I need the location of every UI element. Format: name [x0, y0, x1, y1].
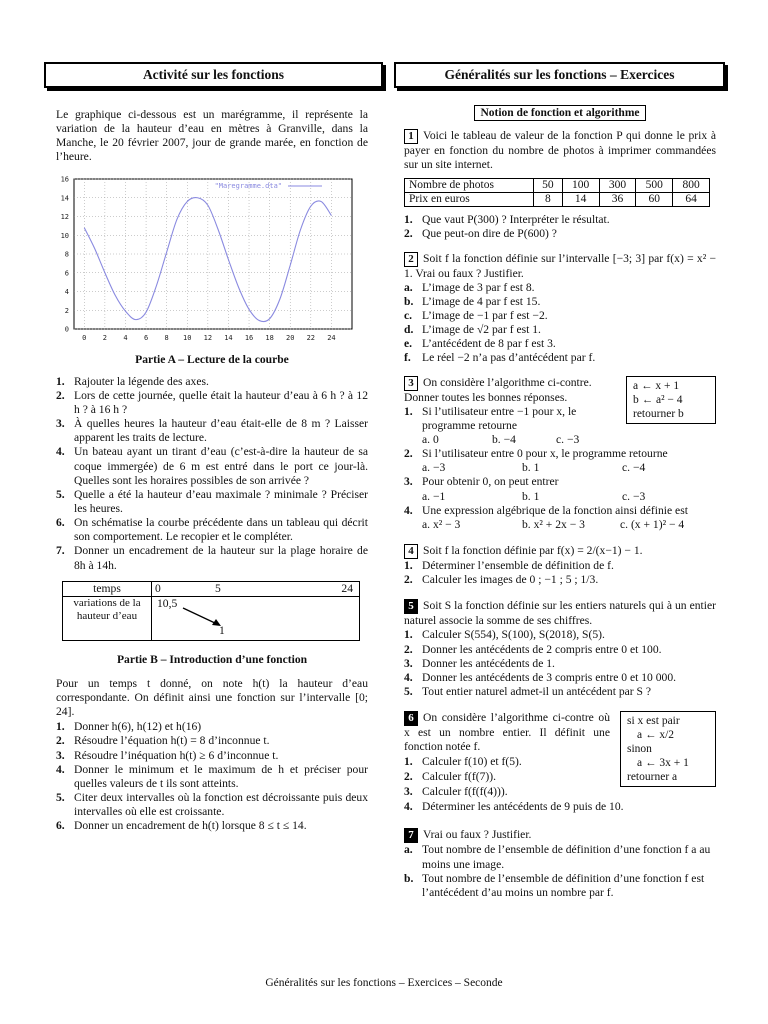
x-tick-label: 8 — [164, 333, 169, 342]
list-item: 1. Rajouter la légende des axes. — [56, 374, 209, 388]
x-tick-label: 6 — [143, 333, 149, 342]
table-cell: 36 — [599, 193, 636, 207]
list-item: a. L’image de 3 par f est 8. — [404, 280, 535, 294]
list-item: c. L’image de −1 par f est −2. — [404, 309, 548, 322]
exercise-number: 1 — [404, 129, 418, 144]
list-item: 2. Que peut-on dire de P(600) ? — [404, 227, 557, 241]
table-cell: Nombre de photos — [405, 179, 534, 193]
exercise-number: 2 — [404, 252, 418, 267]
q2-options: a. −3 b. 1 c. −4 — [422, 461, 646, 475]
list-item: 1. Si l’utilisateur entre −1 pour x, le programme retourne — [404, 404, 577, 432]
list-item: 3. Résoudre l’inéquation h(t) ≥ 6 d’inconnue t. — [56, 748, 279, 762]
var-table-time-label: temps — [63, 582, 152, 597]
var-table-t2: 24 — [341, 581, 353, 595]
exercise-number: 5 — [404, 599, 418, 614]
y-tick-label: 14 — [60, 193, 69, 202]
x-tick-label: 20 — [286, 333, 295, 342]
list-item: 2. Donner les antécédents de 2 compris entre 0 et 100. — [404, 642, 662, 656]
x-tick-label: 16 — [244, 333, 254, 342]
list-item: 1. Déterminer l’ensemble de définition de f. — [404, 558, 614, 572]
var-table-height-label: variations de la hauteur d’eau — [63, 597, 152, 640]
x-tick-label: 18 — [265, 333, 274, 342]
list-item: b. Tout nombre de l’ensemble de définition d’une fonction f est l’antécédent d’au moins un nombre par f. — [404, 871, 705, 899]
table-cell: 60 — [636, 193, 673, 207]
list-item: 2. Résoudre l’équation h(t) = 8 d’inconnue t. — [56, 734, 270, 748]
exercise-2-items — [404, 281, 716, 366]
part-a-list — [56, 375, 368, 573]
tide-series-line — [84, 197, 331, 321]
exercise-number: 6 — [404, 711, 418, 726]
list-item: 5. Quelle a été la hauteur d’eau maximale ? minimale ? Préciser les heures. — [56, 487, 368, 515]
intro-text: Le graphique ci-dessous est un marégramme, il représente la variation de la hauteur d’eau en mètres à Granville, dans la Manche, le 20 février 2007, jour de grande marée, en fonction de l’heure. — [56, 108, 368, 164]
exercise-3: a ← x + 1 b ← a² − 4 retourner b 3 On considère l’algorithme ci-contre. Donner toutes les bonnes réponses. 1. Si l’utilisateur entre −1 pour x, le programme retourne a. 0 b. −4 c. −3 2. Si l’utilisateur entre 0 pour x, le programme retourne a. −3 b. 1 c. −4 3. Pour obtenir 0, on peut entrer a. −1 b. 1 c. −3 4. Une expression algébrique de la fonction ainsi définie est a. x² − 3 b. x² + 2x − 3 c. (x + 1)² − 4 — [404, 376, 716, 532]
x-tick-label: 2 — [102, 333, 107, 342]
x-tick-label: 24 — [327, 333, 336, 342]
y-tick-label: 10 — [60, 231, 69, 240]
list-item: 3. Pour obtenir 0, on peut entrer — [404, 475, 559, 489]
var-table-v0: 10,5 — [157, 596, 178, 610]
chart-legend-label: "Maregramme.dta" — [214, 181, 282, 190]
table-cell: 500 — [636, 179, 673, 193]
algorithm-box-3: a ← x + 1 b ← a² − 4 retourner b — [626, 376, 716, 424]
list-item: 1. Calculer f(10) et f(5). — [404, 755, 522, 769]
exercise-number: 3 — [404, 376, 418, 391]
x-tick-label: 22 — [306, 333, 316, 342]
y-tick-label: 12 — [60, 212, 69, 221]
list-item: 4. Donner le minimum et le maximum de h et préciser pour quelles valeurs de t ils sont atteints. — [56, 762, 368, 790]
list-item: 5. Citer deux intervalles où la fonction est décroissante puis deux intervalles où elle est croissante. — [56, 790, 368, 819]
list-item: f. Le réel −2 n’a pas d’antécédent par f. — [404, 351, 596, 365]
q1-options: a. 0 b. −4 c. −3 — [422, 432, 580, 446]
list-item: a. Tout nombre de l’ensemble de définition d’une fonction f a au moins une image. — [404, 843, 711, 871]
part-b-list — [56, 720, 368, 833]
list-item: 3. À quelles heures la hauteur d’eau était-elle de 8 m ? Laisser apparent les traits de lecture. — [56, 417, 368, 445]
x-tick-label: 10 — [183, 333, 192, 342]
table-cell: Prix en euros — [405, 193, 534, 207]
x-tick-label: 12 — [203, 333, 213, 342]
table-cell: 800 — [673, 179, 710, 193]
exercise-number: 4 — [404, 544, 418, 559]
exercise-5-questions — [404, 628, 716, 699]
list-item: 7. Donner un encadrement de la hauteur sur la plage horaire de 8h à 14h. — [56, 544, 368, 572]
y-tick-label: 16 — [60, 175, 69, 184]
list-item: 4. Une expression algébrique de la fonction ainsi définie est — [404, 503, 688, 517]
table-cell: 300 — [599, 179, 636, 193]
left-header: Activité sur les fonctions — [44, 62, 383, 88]
page-footer: Généralités sur les fonctions – Exercices – Seconde — [265, 977, 503, 989]
var-table-t0: 0 — [155, 581, 161, 595]
list-item: d. L’image de √2 par f est 1. — [404, 323, 541, 337]
exercise-4: 4 Soit f la fonction définie par f(x) = 2/(x−1) − 1. — [404, 544, 716, 559]
list-item: 5. Tout entier naturel admet-il un antécédent par S ? — [404, 684, 652, 698]
list-item: 6. On schématise la courbe précédente dans un tableau qui décrit son comportement. Le recopier et le compléter. — [56, 516, 368, 544]
list-item: e. L’antécédent de 8 par f est 3. — [404, 337, 556, 351]
left-column — [56, 108, 368, 833]
exercise-7-items — [404, 843, 716, 900]
y-tick-label: 2 — [64, 306, 69, 315]
y-tick-label: 8 — [64, 250, 69, 259]
y-tick-label: 0 — [64, 325, 69, 334]
table-cell: 100 — [562, 179, 599, 193]
algorithm-box-6: si x est pair a ← x/2 sinon a ← 3x + 1 retourner a — [620, 711, 716, 787]
exercise-4-questions — [404, 559, 716, 587]
exercise-5: 5 Soit S la fonction définie sur les entiers naturels qui à un entier naturel associe la somme de ses chiffres. — [404, 599, 716, 628]
list-item: 6. Donner un encadrement de h(t) lorsque 8 ≤ t ≤ 14. — [56, 819, 307, 833]
right-header: Généralités sur les fonctions – Exercices — [394, 62, 725, 88]
part-b-title: Partie B – Introduction d’une fonction — [116, 652, 308, 666]
list-item: 2. Calculer les images de 0 ; −1 ; 5 ; 1/3. — [404, 573, 599, 587]
var-table-v1: 1 — [219, 623, 225, 637]
x-tick-label: 14 — [224, 333, 233, 342]
list-item: 2. Si l’utilisateur entre 0 pour x, le programme retourne — [404, 447, 668, 461]
var-table-time-row — [151, 582, 359, 597]
list-item: 3. Donner les antécédents de 1. — [404, 656, 555, 670]
list-item: b. L’image de 4 par f est 15. — [404, 294, 541, 308]
photo-price-table — [404, 178, 710, 207]
list-item: 1. Donner h(6), h(12) et h(16) — [56, 720, 202, 734]
table-cell: 50 — [534, 179, 563, 193]
part-b-intro: Pour un temps t donné, on note h(t) la hauteur d’eau correspondante. On définit ainsi une fonction sur l’intervalle [0; 24]. — [56, 676, 368, 719]
exercise-1: 1 Voici le tableau de valeur de la fonction P qui donne le prix à payer en fonction du nombre de photos à imprimer commandées sur un site internet. — [404, 129, 716, 172]
tide-chart — [56, 175, 356, 345]
exercise-2: 2 Soit f la fonction définie sur l’intervalle [−3; 3] par f(x) = x² − 1. Vrai ou faux ? Justifier. — [404, 251, 716, 280]
list-item: 3. Calculer f(f(f(4))). — [404, 785, 508, 799]
list-item: 4. Déterminer les antécédents de 9 puis de 10. — [404, 800, 624, 814]
list-item: 1. Que vaut P(300) ? Interpréter le résultat. — [404, 213, 610, 227]
q3-options: a. −1 b. 1 c. −3 — [422, 489, 646, 503]
q4-options: a. x² − 3 b. x² + 2x − 3 c. (x + 1)² − 4 — [422, 517, 685, 531]
notion-title: Notion de fonction et algorithme — [474, 105, 645, 121]
x-tick-label: 0 — [82, 333, 87, 342]
variation-table — [62, 581, 360, 641]
list-item: 2. Lors de cette journée, quelle était la hauteur d’eau à 6 h ? à 12 h ? à 16 h ? — [56, 388, 368, 416]
exercise-6: si x est pair a ← x/2 sinon a ← 3x + 1 retourner a 6 On considère l’algorithme ci-contre où x est un nombre entier. Il définit une fonction notée f. 1. Calculer f(10) et f(5). 2. Calculer f(f(7)). 3. Calculer f(f(f(4))). 4. Déterminer les antécédents de 9 puis de 10. — [404, 711, 716, 814]
var-table-t1: 5 — [215, 581, 221, 595]
y-tick-label: 4 — [64, 287, 69, 296]
exercise-7: 7 Vrai ou faux ? Justifier. — [404, 828, 716, 843]
table-cell: 8 — [534, 193, 563, 207]
exercise-number: 7 — [404, 828, 418, 843]
list-item: 1. Calculer S(554), S(100), S(2018), S(5). — [404, 628, 605, 642]
list-item: 4. Un bateau ayant un tirant d’eau (c’est-à-dire la hauteur de sa coque immergée) de 6 m est entré dans le port ce jour-là. Quelles sont les horaires possibles de son arrivée ? — [56, 445, 368, 487]
list-item: 2. Calculer f(f(7)). — [404, 770, 497, 784]
part-a-title: Partie A – Lecture de la courbe — [135, 352, 289, 366]
y-tick-label: 6 — [64, 268, 69, 277]
table-cell: 64 — [673, 193, 710, 207]
table-cell: 14 — [562, 193, 599, 207]
exercise-1-questions — [404, 213, 716, 241]
x-tick-label: 4 — [123, 333, 128, 342]
right-column — [404, 105, 716, 900]
list-item: 4. Donner les antécédents de 3 compris entre 0 et 10 000. — [404, 670, 677, 684]
